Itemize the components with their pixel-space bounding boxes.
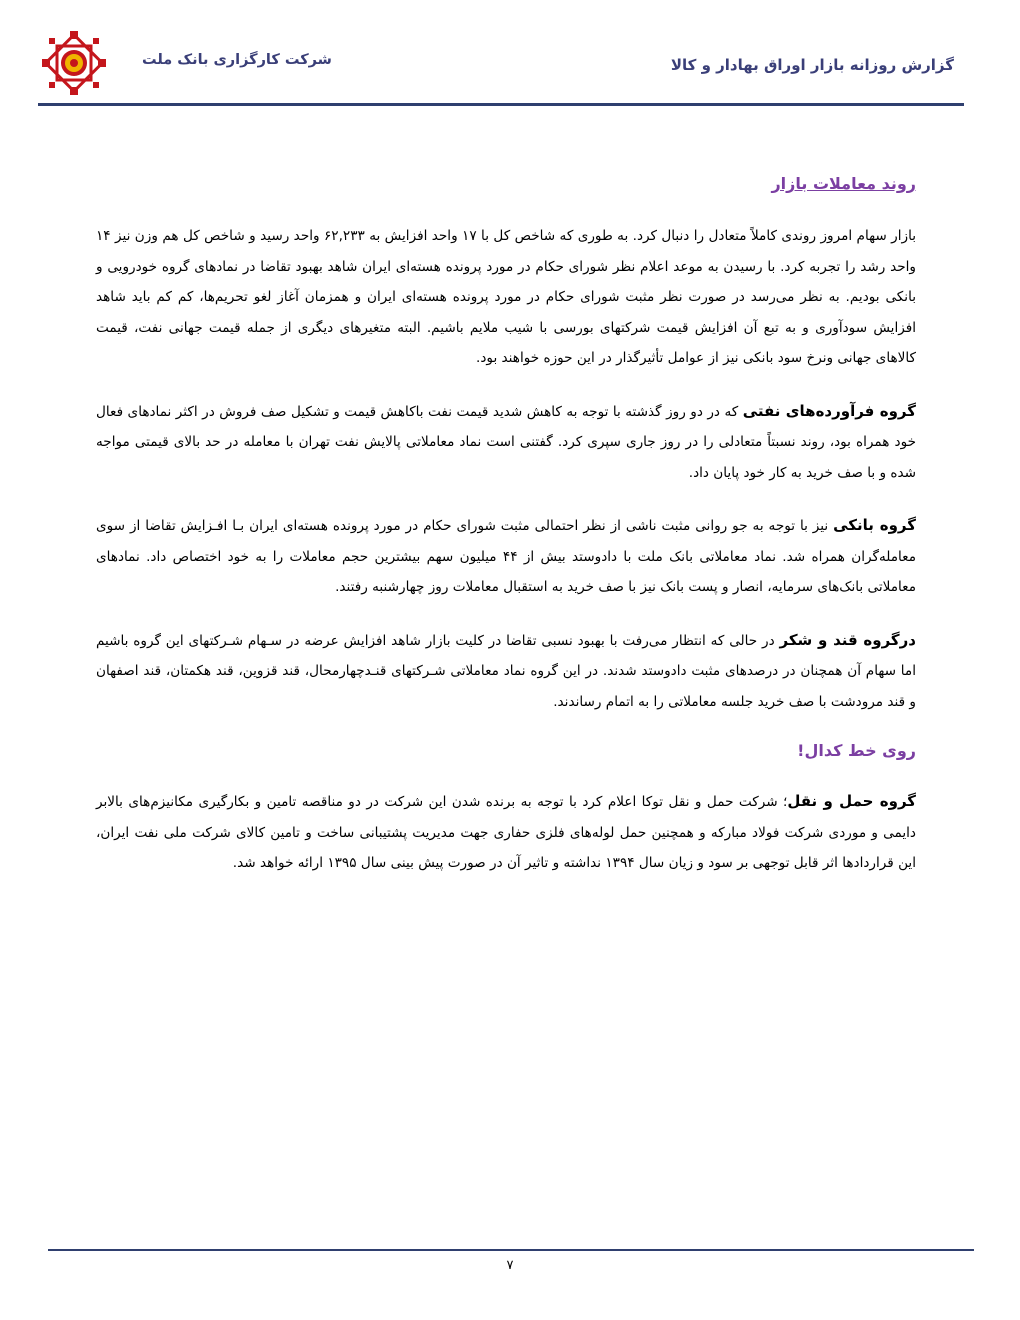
page-number: ۷	[506, 1258, 514, 1273]
market-summary-paragraph	[96, 221, 916, 374]
codal-subtitle: روی خط کدال!	[797, 741, 916, 760]
sugar-paragraph	[96, 625, 916, 718]
section-title: روند معاملات بازار	[771, 174, 916, 193]
paragraph-text: که در دو روز گذشته با توجه به کاهش شدید قیمت نفت باکاهش قیمت و تشکیل صف فروش در اکثر نمادهای فعال خود همراه بود، روند نسبتاً متعادلی را در روز جاری سپری کرد. گفتنی است نماد معاملاتی پالایش نفت تهران با معامله در حد بالای قیمتی مواجه شده و با صف خرید به کار خود پایان داد.	[96, 403, 916, 481]
footer-divider	[48, 1249, 974, 1251]
paragraph-lead: گروه حمل و نقل	[787, 792, 917, 810]
paragraph-lead: گروه فرآورده‌های نفتی	[742, 401, 916, 420]
oil-products-paragraph	[96, 396, 916, 489]
paragraph-text: نیز با توجه به جو روانی مثبت ناشی از نظر احتمالی مثبت شورای حکام در مورد پرونده هسته‌ای ایران بـا افـزایش تقاضا از سوی معامله‌گران همراه شد. نماد معاملاتی بانک ملت با دادوستد بیش از ۴۴ میلیون سهم بیشترین حجم معاملات را به خود اختصاص داد. نمادهای معاملاتی بانک‌های سرمایه، انصار و پست بانک نیز با صف خرید به استقبال معاملات روز چهارشنبه رفتند.	[96, 518, 916, 595]
page-header	[38, 28, 964, 106]
paragraph-text: بازار سهام امروز روندی کاملاً متعادل را دنبال کرد. به طوری که شاخص کل با ۱۷ واحد افزایش به ۶۲,۲۳۳ واحد رسید و شاخص کل هم وزن نیز ۱۴ واحد رشد را تجربه کرد. با رسیدن به موعد اعلام نظر شورای حکام در مورد پرونده هسته‌ای ایران شاهد بهبود تقاضا در نمادهای گروه خودرویی و بانکی بودیم. به نظر می‌رسد در صورت نظر مثبت شورای حکام در مورد پرونده هسته‌ای ایران و همزمان آغاز لغو تحریم‌ها، کم کم باید شاهد افزایش سودآوری و به تبع آن افزایش قیمت شرکتهای بورسی با شیب ملایم باشیم. البته متغیرهای دیگری از جمله قیمت جهانی نفت، قیمت کالاهای جهانی ونرخ سود بانکی نیز از عوامل تأثیرگذار در این حوزه خواهند بود.	[96, 228, 916, 366]
company-name: شرکت کارگزاری بانک ملت	[142, 52, 332, 68]
paragraph-lead: درگروه قند و شکر	[779, 630, 916, 649]
paragraph-text: ؛ شرکت حمل و نقل توکا اعلام کرد با توجه به برنده شدن این شرکت در دو مناقصه تامین و بکارگیری مکانیزم‌های بالابر دایمی و موردی شرکت فولاد مبارکه و همچنین حمل لوله‌های فلزی حفاری جهت مدیریت پشتیبانی ساخت و تامین کالای شرکت ملی نفت ایران، این قراردادها اثر قابل توجهی بر سود و زیان سال ۱۳۹۴ نداشته و تاثیر آن در صورت پیش بینی سال ۱۳۹۵ ارائه خواهد شد.	[96, 794, 916, 871]
banking-paragraph	[96, 510, 916, 603]
paragraph-text: در حالی که انتظار می‌رفت با بهبود نسبی تقاضا در کلیت بازار شاهد افزایش عرضه در سـهام شـرکتهای این گروه باشیم اما سهام آن همچنان در درصدهای مثبت دادوستد شدند. در این گروه نماد معاملاتی شـرکتهای قنـدچهارمحال، قند قزوین، قند هکمتان، قند اصفهان و قند مرودشت با صف خرید جلسه معاملاتی را به اتمام رساندند.	[96, 632, 916, 710]
report-title: گزارش روزانه بازار اوراق بهادار و کالا	[670, 56, 954, 74]
bank-mellat-logo-icon	[40, 30, 108, 96]
header-divider	[38, 103, 964, 106]
report-body	[96, 174, 916, 901]
transport-paragraph	[96, 786, 916, 879]
paragraph-lead: گروه بانکی	[833, 516, 916, 534]
